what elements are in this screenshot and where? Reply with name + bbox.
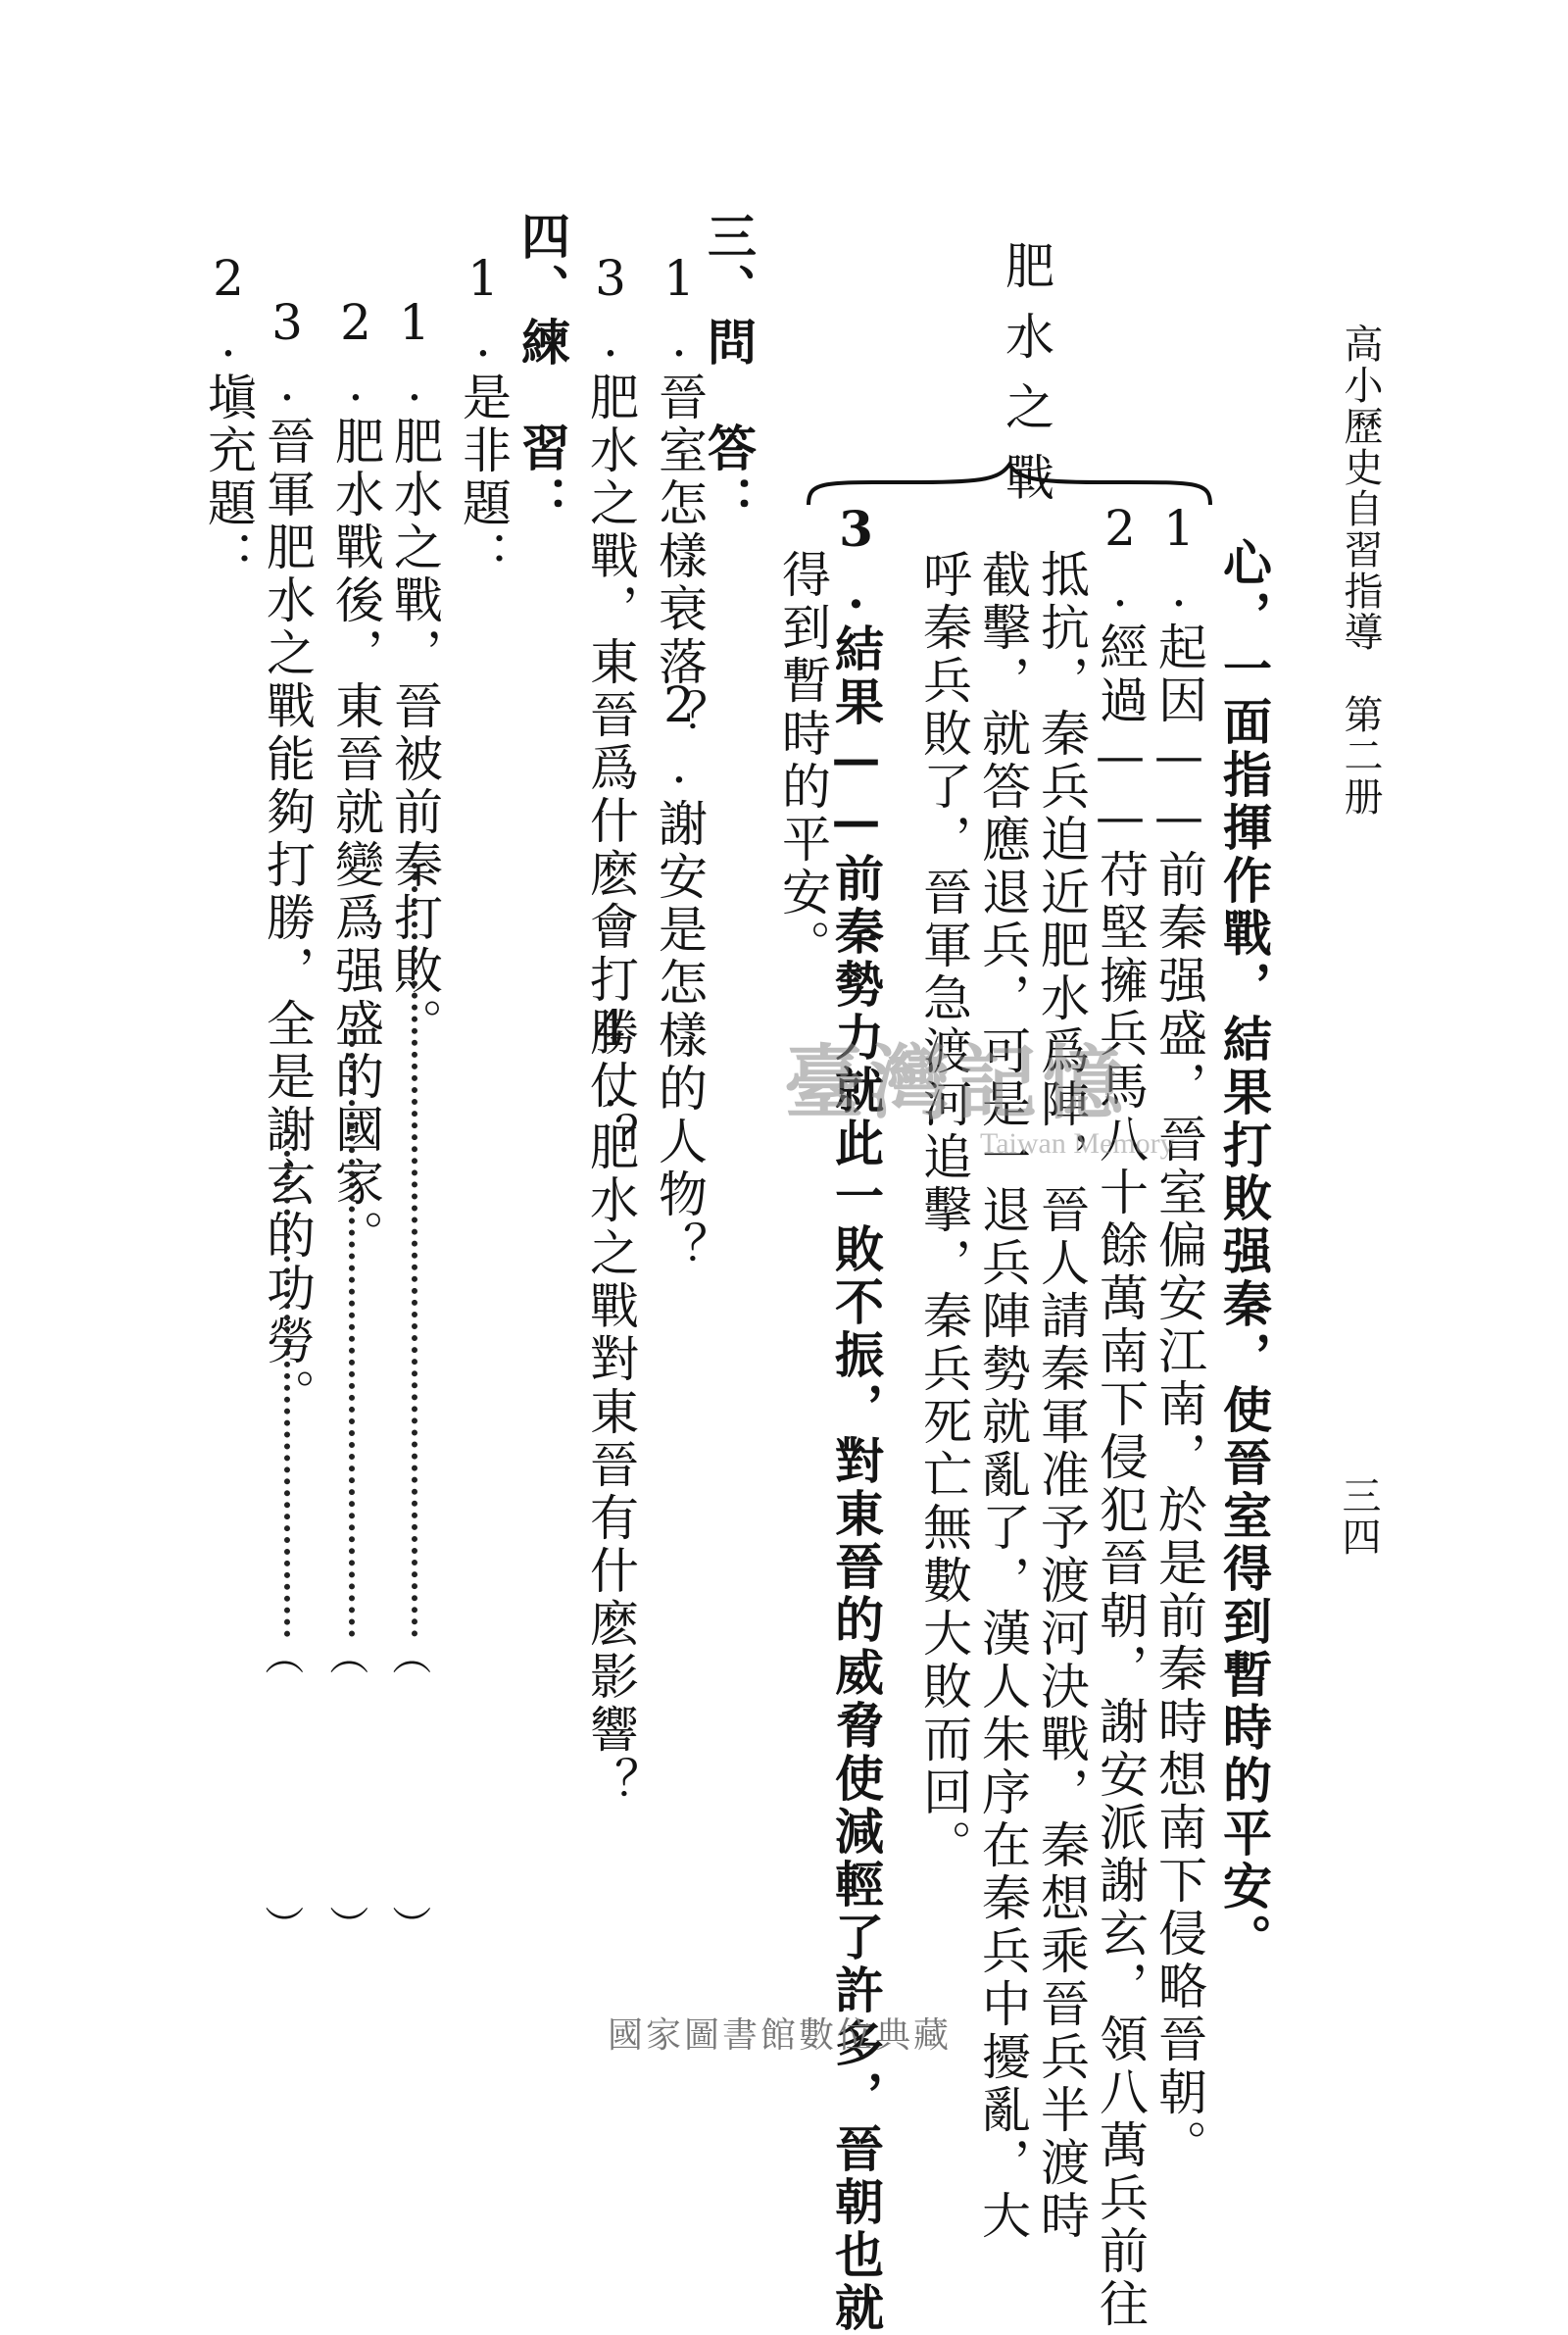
- question-4: 4.肥水之戰對東晉有什麽影響？: [582, 1000, 639, 1810]
- footer-credit: 國家圖書館數位典藏: [608, 2015, 953, 2056]
- answer-bracket-open-1: （: [387, 1635, 433, 1675]
- true-false-item-3: 3.晉軍肥水之戰能夠打勝，全是謝玄的功勞。: [259, 294, 316, 1421]
- question-3: 3.肥水之戰，東晉爲什麽會打勝仗？: [582, 250, 639, 1166]
- answer-bracket-open-3: （: [260, 1635, 306, 1675]
- outline-topic: 肥水之戰: [998, 240, 1054, 522]
- section4-heading: 四、練 習：: [514, 211, 571, 528]
- outline-item-3-cont: 得到暫時的平安。: [774, 549, 831, 972]
- question-1: 1.晉室怎樣衰落？: [651, 250, 708, 742]
- outline-item-1: 1.起因——前秦强盛，晉室偏安江南，於是前秦時想南下侵略晉朝。: [1151, 500, 1207, 2172]
- section3-heading: 三、問 答：: [700, 211, 758, 528]
- continuation-line: 心，一面指揮作戰，結果打敗强秦，使晉室得到暫時的平安。: [1215, 537, 1273, 1966]
- outline-item-2: 2.經過——苻堅擁兵馬八十餘萬南下侵犯晉朝，謝安派謝玄，領八萬兵前往: [1092, 500, 1149, 2331]
- true-false-item-2: 2.肥水戰後，東晉就變爲强盛的國家。: [327, 294, 384, 1263]
- true-false-heading: 1.是非題：: [455, 250, 512, 583]
- outline-item-2-cont-1: 抵抗，秦兵迫近肥水爲陣，晉人請秦軍准予渡河決戰，秦想乘晉兵半渡時: [1033, 549, 1090, 2243]
- true-false-item-1: 1.肥水之戰，晉被前秦打敗。: [386, 294, 443, 1051]
- leader-line-3: [284, 1127, 290, 1637]
- answer-bracket-close-1: ）: [387, 1905, 433, 1945]
- fill-in-heading: 2.塡充題：: [200, 250, 257, 583]
- outline-brace: [804, 461, 1215, 510]
- page-number: 三四: [1336, 1475, 1381, 1558]
- watermark-logo: 臺灣記憶: [784, 1036, 1130, 1130]
- answer-bracket-open-2: （: [324, 1635, 370, 1675]
- watermark-subtext: Taiwan Memory: [980, 1127, 1175, 1160]
- leader-line-2: [349, 1029, 355, 1637]
- answer-bracket-close-3: ）: [260, 1905, 306, 1945]
- question-2: 2.謝安是怎樣的人物？: [651, 676, 708, 1274]
- leader-line-1: [412, 863, 417, 1637]
- book-title: 高小歷史自習指導 第二册: [1338, 323, 1383, 818]
- outline-item-3: 3.結果——前秦勢力就此一敗不振，對東晉的威脅使減輕了許多，晉朝也就: [827, 500, 885, 2335]
- outline-item-2-cont-2: 截擊，就答應退兵，可是一退兵陣勢就亂了，漢人朱序在秦兵中擾亂，大: [974, 549, 1031, 2243]
- outline-item-2-cont-3: 呼秦兵敗了，晉軍急渡河追擊，秦兵死亡無數大敗而回。: [915, 549, 972, 1872]
- answer-bracket-close-2: ）: [324, 1905, 370, 1945]
